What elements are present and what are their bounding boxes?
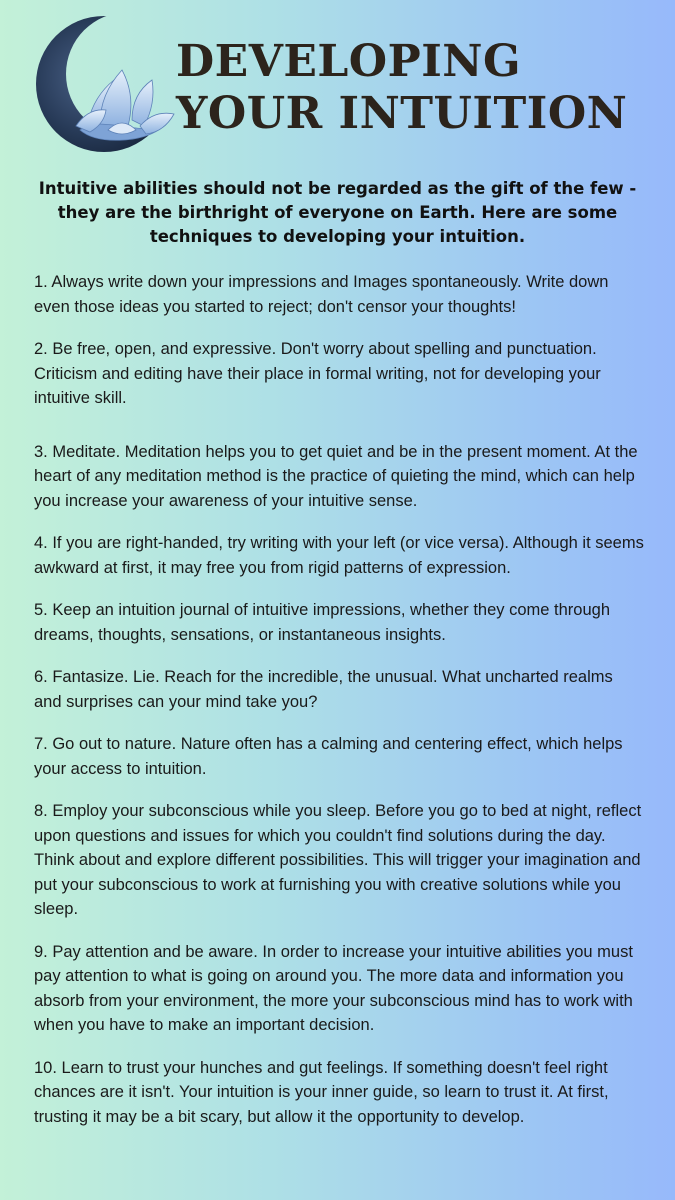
tip-10: 10. Learn to trust your hunches and gut feelings. If something doesn't feel right chances are it isn't. Your intuition is your inner guide, so learn to trust it. At first, trusting it may be a bit scary, but allow it the opportunity to develop. (34, 1058, 609, 1126)
crescent-moon-lotus-icon (28, 8, 178, 158)
tip-9: 9. Pay attention and be aware. In order to increase your intuitive abilities you must pay attention to what is going on around you. The more data and information you absorb from your environment, the more your subconscious mind has to work with when you have to make an important decision. (34, 942, 633, 1034)
title-line-2: YOUR INTUITION (176, 88, 628, 139)
tip-2: 2. Be free, open, and expressive. Don't worry about spelling and punctuation. Criticism and editing have their place in formal writing, not for developing your intuitive skill. (34, 340, 601, 407)
tip-7: 7. Go out to nature. Nature often has a calming and centering effect, which helps your access to intuition. (34, 735, 623, 778)
tip-6: 6. Fantasize. Lie. Reach for the incredible, the unusual. What uncharted realms and surprises can your mind take you? (34, 668, 613, 711)
intro-paragraph: Intuitive abilities should not be regarded as the gift of the few - they are the birthright of everyone on Earth. Here are some techniques to developing your intuition. (38, 179, 637, 246)
tip-5: 5. Keep an intuition journal of intuitive impressions, whether they come through dreams, thoughts, sensations, or instantaneous insights. (34, 601, 610, 644)
title-line-1: DEVELOPING (176, 36, 522, 87)
tip-4: 4. If you are right-handed, try writing with your left (or vice versa). Although it seems awkward at first, it may free you from rigid patterns of expression. (34, 534, 644, 577)
page-title (176, 36, 627, 140)
tip-3: 3. Meditate. Meditation helps you to get quiet and be in the present moment. At the heart of any meditation method is the practice of quieting the mind, which can help you increase your awareness of your intuitive sense. (34, 442, 638, 510)
tip-1: 1. Always write down your impressions and Images spontaneously. Write down even those ideas you started to reject; don't censor your thoughts! (34, 273, 609, 316)
tips-list (34, 270, 644, 1129)
tip-8: 8. Employ your subconscious while you sleep. Before you go to bed at night, reflect upon questions and issues for which you couldn't find solutions during the day. Think about and explore different possibilities. This will trigger your imagination and put your subconscious to work at furnishing you with creative solutions while you sleep. (34, 802, 642, 918)
header (0, 0, 675, 165)
